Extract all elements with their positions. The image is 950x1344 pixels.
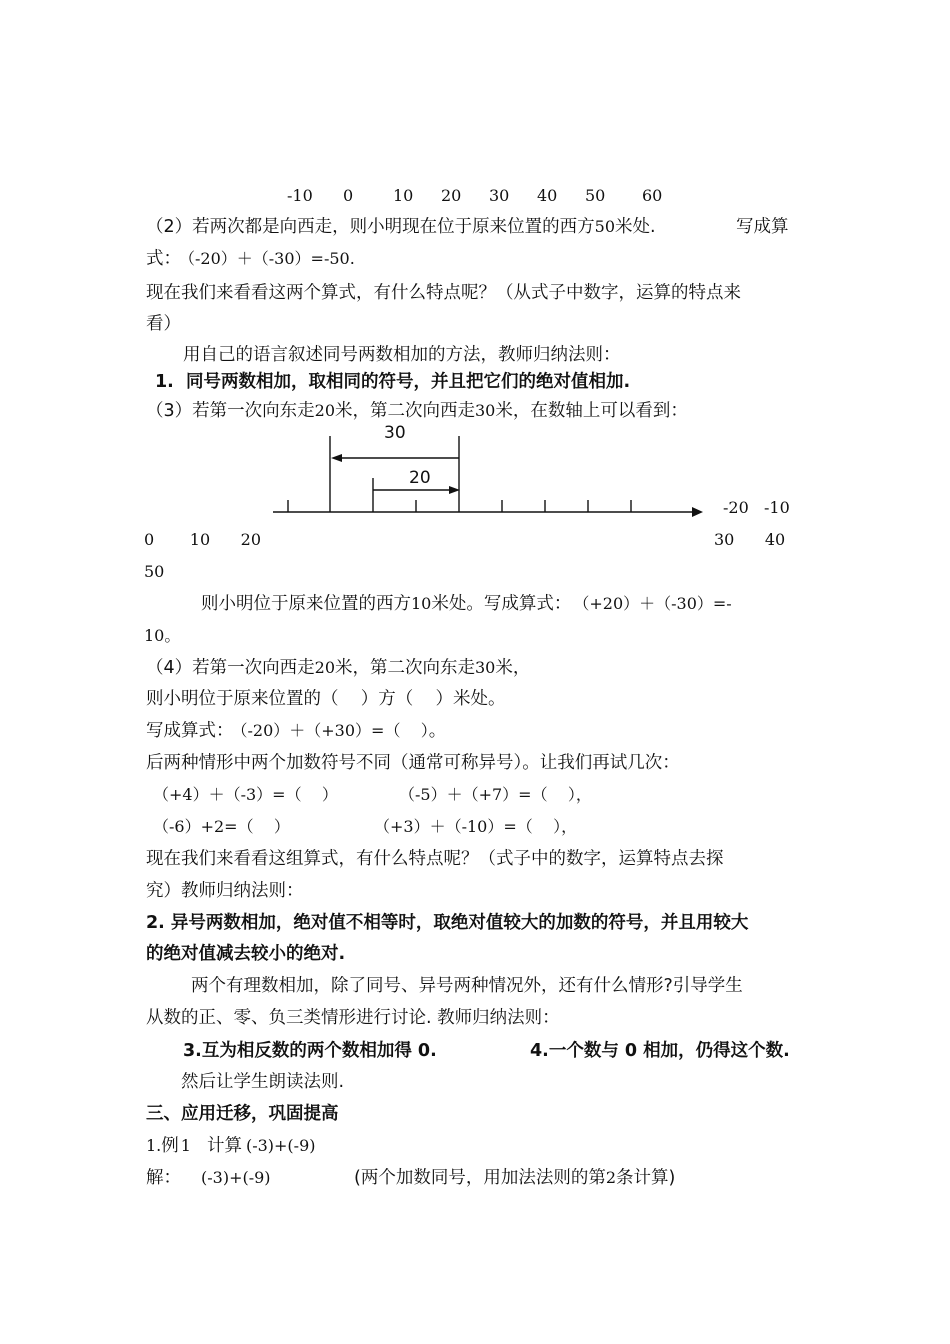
case4-text: 米，第二次向东走 <box>335 658 475 678</box>
observation2-line2: 究）教师归纳法则： <box>146 881 304 901</box>
axis1-tick: 40 <box>537 186 558 205</box>
axis1-tick: 60 <box>642 186 663 205</box>
axis1-tick: 20 <box>441 186 462 205</box>
intro-opposite-signs: 后两种情形中两个加数符号不同（通常可称异号）。让我们再试几次： <box>146 753 680 773</box>
exercise-3: （-6）+2=（ ） <box>153 817 290 836</box>
describe-instruction: 用自己的语言叙述同号两数相加的方法，教师归纳法则： <box>183 345 621 365</box>
arrow-label-30: 30 <box>384 423 406 443</box>
case3-text: （3）若第一次向东走 <box>146 401 315 421</box>
case2-distance: 50 <box>594 217 615 236</box>
example-expression: (-3)+(-9) <box>245 1136 316 1155</box>
arrowhead-west <box>331 454 342 462</box>
axis1-tick: 50 <box>585 186 606 205</box>
case4-distance1: 20 <box>314 658 335 677</box>
observation1-line2: 看） <box>146 314 181 334</box>
formula-label: 写成算式： <box>146 721 234 741</box>
axis2-labels-right: -20 -10 <box>723 498 790 517</box>
rule-1: 1. 同号两数相加，取相同的符号，并且把它们的绝对值相加. <box>155 372 631 392</box>
case2-write: 写成算 <box>736 217 789 237</box>
formula-label: 式： <box>146 249 181 269</box>
solution-note-text: (两个加数同号，用加法法则的第 <box>354 1168 606 1188</box>
rule-2-line1: 2. 异号两数相加，绝对值不相等时，取绝对值较大的加数的符号，并且用较大 <box>146 913 749 933</box>
exercise-2: （-5）＋（+7）=（ ）， <box>399 785 592 804</box>
observation1-line1: 现在我们来看看这两个算式，有什么特点呢？（从式子中数字，运算的特点来 <box>146 283 741 303</box>
case2-formula: （-20）＋（-30）=-50. <box>187 249 355 268</box>
rule-4: 4.一个数与 0 相加，仍得这个数. <box>530 1041 790 1061</box>
exercise-1: （+4）＋（-3）=（ ） <box>153 785 338 804</box>
case4-text: （4）若第一次向西走 <box>146 658 315 678</box>
case3-result-text: 米处。写成算式： <box>431 594 572 614</box>
read-aloud: 然后让学生朗读法则. <box>181 1072 345 1092</box>
case3-result-line2: 10。 <box>144 626 181 645</box>
case3-result-text: 则小明位于原来位置的西方 <box>201 594 411 614</box>
axis1-tick: 30 <box>489 186 510 205</box>
rule-3: 3.互为相反数的两个数相加得 0. <box>183 1041 437 1061</box>
case3-result-line1 <box>201 591 732 617</box>
case3-result-distance: 10 <box>411 594 432 613</box>
axis2-label-bottom: 50 <box>144 562 165 581</box>
solution-label: 解： <box>146 1168 181 1188</box>
rule-2-line2: 的绝对值减去较小的绝对. <box>146 944 346 964</box>
case4-text: 米， <box>495 658 531 678</box>
section-3-heading: 三、应用迁移，巩固提高 <box>146 1104 339 1124</box>
case4-blank-question: 则小明位于原来位置的（ ）方（ ）米处。 <box>146 689 506 709</box>
number-line-diagram <box>0 0 950 560</box>
example-index: 1 <box>180 1136 191 1155</box>
axis-arrowhead <box>692 507 703 517</box>
case3-distance1: 20 <box>314 401 335 420</box>
solution-expression: (-3)+(-9) <box>201 1168 271 1187</box>
case4-line <box>146 655 530 681</box>
case3-text: 米，第二次向西走 <box>335 401 475 421</box>
case3-distance2: 30 <box>475 401 496 420</box>
discussion-line1: 两个有理数相加，除了同号、异号两种情况外，还有什么情形?引导学生 <box>191 976 743 996</box>
case4-distance2: 30 <box>475 658 496 677</box>
example-number: 1. <box>146 1136 162 1155</box>
axis1-tick: 10 <box>393 186 414 205</box>
case3-formula: （+20）＋（-30）=- <box>581 594 732 613</box>
example-1 <box>146 1133 316 1159</box>
axis2-labels-right2: 30 40 <box>714 530 786 549</box>
case2-unit: 米处. <box>615 217 656 237</box>
example-label: 例 <box>161 1136 179 1156</box>
period: 。 <box>428 721 447 741</box>
discussion-line2: 从数的正、零、负三类情形进行讨论. 教师归纳法则： <box>146 1008 560 1028</box>
arrow-label-20: 20 <box>409 468 431 488</box>
axis2-labels-left: 0 10 20 <box>144 530 262 549</box>
solution-note-text: 条计算) <box>616 1168 676 1188</box>
axis1-tick: -10 <box>287 186 313 205</box>
case4-formula: （-20）＋（+30）=（ ） <box>239 721 429 740</box>
exercise-4: （+3）＋（-10）=（ ）， <box>374 817 578 836</box>
case4-formula-line <box>146 718 446 744</box>
axis1-tick: 0 <box>343 186 354 205</box>
case3-text: 米，在数轴上可以看到： <box>495 401 688 421</box>
rule-number: 2 <box>605 1168 617 1187</box>
observation2-line1: 现在我们来看看这组算式，有什么特点呢？（式子中的数字，运算特点去探 <box>146 849 724 869</box>
compute-label: 计算 <box>206 1136 242 1156</box>
solution-note <box>354 1165 675 1191</box>
case2-text: （2）若两次都是向西走，则小明现在位于原来位置的西方 <box>146 217 595 237</box>
